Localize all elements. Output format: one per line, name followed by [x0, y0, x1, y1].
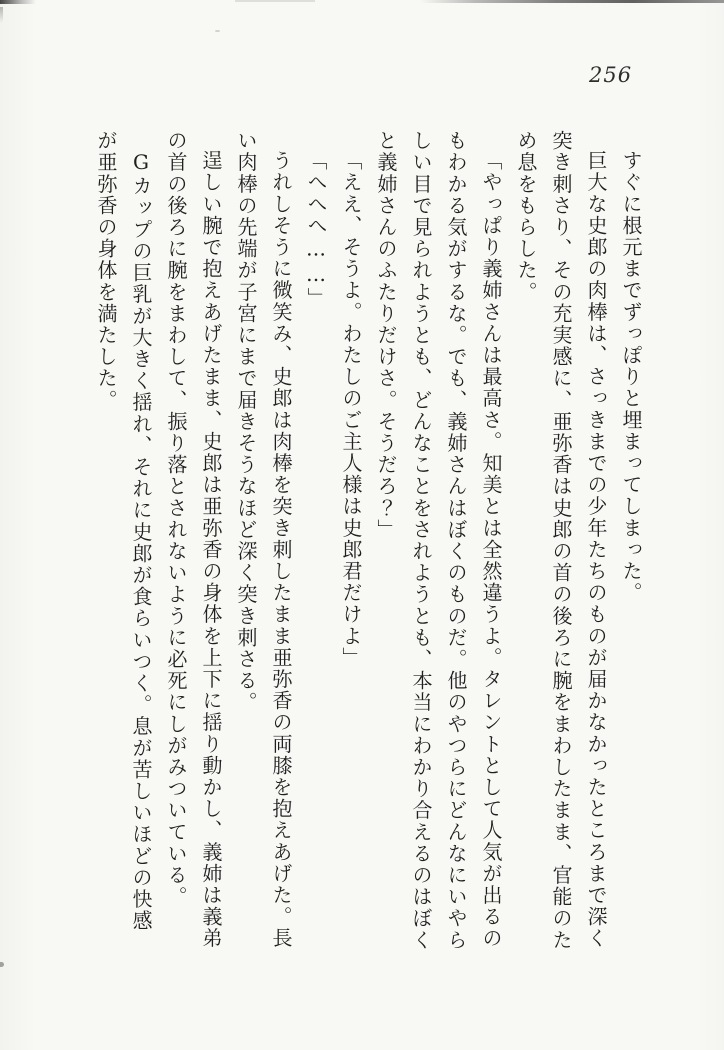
paragraph: うれしそうに微笑み、史郎は肉棒を突き刺したまま亜弥香の両膝を抱えあげた。長い肉棒の先端が子宮にまで届きそうなほど深く突き刺さる。 [234, 130, 293, 950]
paragraph-dialogue: 「やっぱり義姉さんは最高さ。知美とは全然違うよ。タレントとして人気が出るのもわかる気がするな。でも、義姉さんはぼくのものだ。他のやつらにどんなにいやらしい目で見られようとも、どんなことをされようとも、本当にわかり合えるのはぼくと義姉さんのふたりだけさ。そうだろ？」 [374, 130, 503, 951]
paragraph-dialogue: 「へへへ……」 [304, 150, 328, 310]
paragraph: 巨大な史郎の肉棒は、さっきまでの少年たちのものが届かなかったところまで深く突き刺さり、その充実感に、亜弥香は史郎の首の後ろに腕をまわしたまま、官能のため息をもらした。 [514, 130, 608, 951]
scan-artifact-bottom-left [0, 962, 4, 967]
scan-artifact-top-right [420, 0, 724, 3]
paragraph: すぐに根元までずっぽりと埋まってしまった。 [619, 150, 643, 604]
scan-artifact-top-middle [235, 0, 315, 2]
scan-artifact-speck [215, 30, 220, 32]
scan-artifact-top-left [0, 0, 36, 4]
paragraph: 逞しい腕で抱えあげたまま、史郎は亜弥香の身体を上下に揺り動かし、義姉は義弟の首の後ろに腕をまわして、振り落とされないように必死にしがみついている。 [164, 130, 223, 950]
paragraph: Gカップの巨乳が大きく揺れ、それに史郎が食らいつく。息が苦しいほどの快感が亜弥香の身体を満たした。 [94, 130, 153, 932]
paragraph-dialogue: 「ええ、そうよ。わたしのご主人様は史郎君だけよ」 [339, 150, 363, 669]
body-text [88, 130, 648, 952]
scan-artifact-left-edge [0, 7, 3, 23]
page-number: 256 [589, 63, 633, 87]
